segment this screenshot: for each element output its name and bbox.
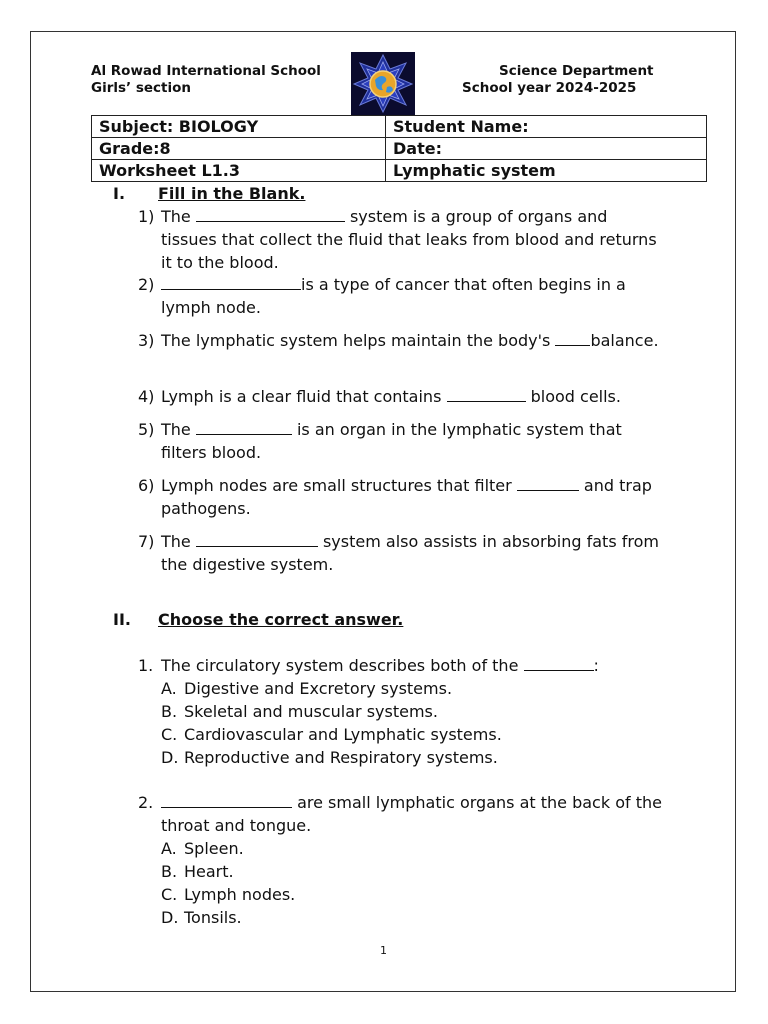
- question-text: The: [161, 532, 191, 551]
- question-text: are small lymphatic organs at the back of the throat and tongue.: [161, 793, 662, 835]
- question-text: and trap pathogens.: [161, 476, 652, 518]
- question-number: 1.: [138, 656, 154, 675]
- date-cell[interactable]: Date:: [386, 138, 707, 160]
- grade-cell: Grade:8: [92, 138, 386, 160]
- fill-blank-question-1: [138, 205, 668, 274]
- fill-blank-question-5: [138, 418, 668, 464]
- answer-option-c[interactable]: C. Cardiovascular and Lymphatic systems.: [161, 725, 502, 744]
- question-text: The circulatory system describes both of the: [161, 656, 519, 675]
- table-row: [92, 116, 707, 138]
- question-text: system is a group of organs and tissues that collect the fluid that leaks from blood and returns it to the blood.: [161, 207, 657, 272]
- school-name: Al Rowad International School: [91, 63, 321, 79]
- mcq-question-1: [138, 654, 668, 769]
- question-number: 4): [138, 387, 155, 406]
- section-title: Fill in the Blank.: [158, 184, 306, 203]
- question-number: 1): [138, 207, 155, 226]
- school-year: School year 2024-2025: [462, 80, 637, 96]
- answer-blank[interactable]: [555, 331, 590, 346]
- answer-blank[interactable]: [161, 793, 292, 808]
- question-number: 5): [138, 420, 155, 439]
- school-header-left: [91, 63, 321, 97]
- school-header-right: [462, 63, 658, 97]
- answer-blank[interactable]: [517, 476, 579, 491]
- fill-blank-question-2: [138, 273, 668, 319]
- answer-option-b[interactable]: B. Skeletal and muscular systems.: [161, 702, 438, 721]
- question-text: The: [161, 420, 191, 439]
- question-text: :: [593, 656, 599, 675]
- question-number: 6): [138, 476, 155, 495]
- worksheet-info-table: [91, 115, 707, 182]
- answer-option-b[interactable]: B. Heart.: [161, 862, 234, 881]
- answer-option-a[interactable]: A. Digestive and Excretory systems.: [161, 679, 453, 698]
- fill-blank-question-4: [138, 385, 668, 408]
- answer-option-a[interactable]: A. Spleen.: [161, 839, 244, 858]
- question-text: The lymphatic system helps maintain the body's: [161, 331, 551, 350]
- section-number: II.: [113, 610, 131, 629]
- answer-blank[interactable]: [196, 420, 292, 435]
- answer-blank[interactable]: [196, 207, 345, 222]
- school-section: Girls’ section: [91, 80, 192, 96]
- mcq-question-2: [138, 791, 668, 929]
- question-text: Lymph is a clear fluid that contains: [161, 387, 442, 406]
- answer-blank[interactable]: [524, 656, 594, 671]
- question-text: balance.: [590, 331, 659, 350]
- worksheet-cell: Worksheet L1.3: [92, 160, 386, 182]
- question-text: is a type of cancer that often begins in a lymph node.: [161, 275, 626, 317]
- question-text: blood cells.: [530, 387, 621, 406]
- page-number: 1: [380, 944, 387, 957]
- school-emblem-globe-icon: [351, 52, 415, 115]
- student-name-cell[interactable]: Student Name:: [386, 116, 707, 138]
- table-row: [92, 138, 707, 160]
- question-text: system also assists in absorbing fats from the digestive system.: [161, 532, 659, 574]
- section-title: Choose the correct answer.: [158, 610, 404, 629]
- department-name: Science Department: [499, 63, 654, 79]
- answer-blank[interactable]: [161, 275, 301, 290]
- question-number: 2.: [138, 793, 154, 812]
- answer-blank[interactable]: [196, 532, 318, 547]
- question-number: 2): [138, 275, 155, 294]
- subject-cell: Subject: BIOLOGY: [92, 116, 386, 138]
- topic-cell: Lymphatic system: [386, 160, 707, 182]
- fill-blank-question-3: [138, 329, 668, 352]
- question-number: 7): [138, 532, 155, 551]
- answer-option-d[interactable]: D. Reproductive and Respiratory systems.: [161, 748, 498, 767]
- question-text: is an organ in the lymphatic system that filters blood.: [161, 420, 622, 462]
- answer-option-d[interactable]: D. Tonsils.: [161, 908, 242, 927]
- answer-blank[interactable]: [447, 387, 526, 402]
- question-text: The: [161, 207, 191, 226]
- question-number: 3): [138, 331, 155, 350]
- answer-option-c[interactable]: C. Lymph nodes.: [161, 885, 296, 904]
- question-text: Lymph nodes are small structures that filter: [161, 476, 512, 495]
- section-number: I.: [113, 184, 126, 203]
- fill-blank-question-6: [138, 474, 668, 520]
- table-row: [92, 160, 707, 182]
- fill-blank-question-7: [138, 530, 668, 576]
